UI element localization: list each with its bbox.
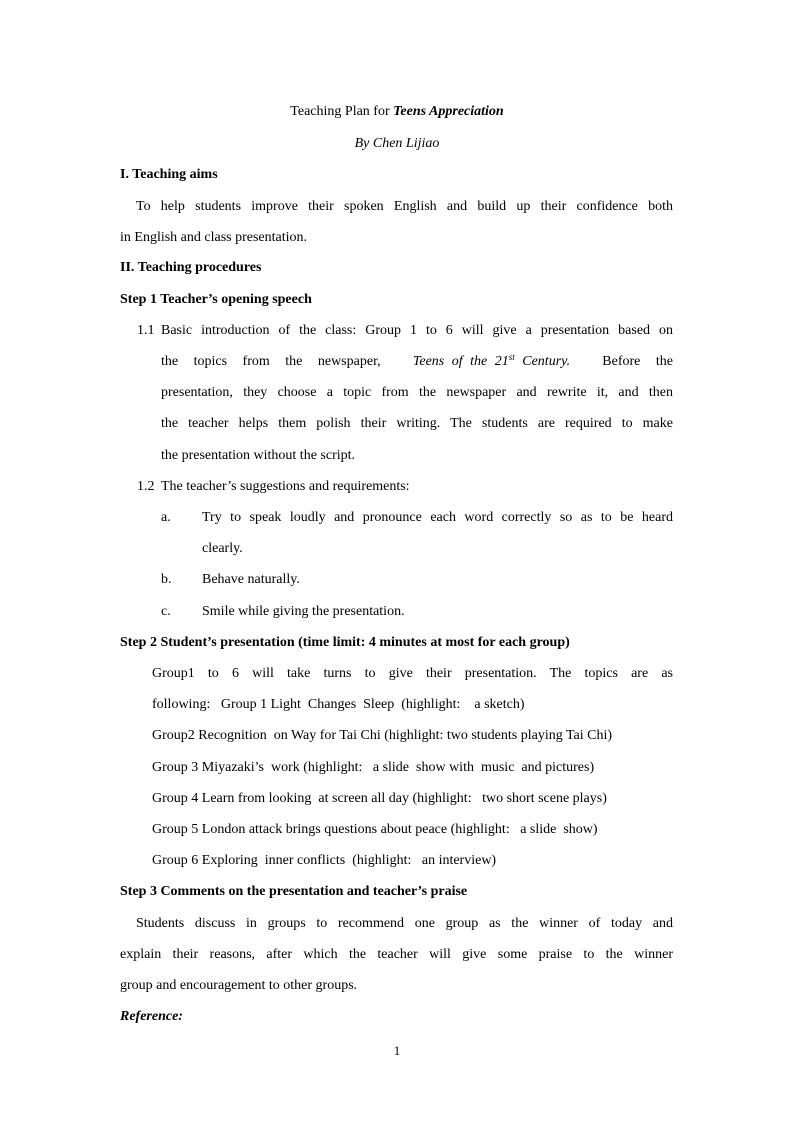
step3-heading: Step 3 Comments on the presentation and teacher’s praise <box>120 884 468 899</box>
step1-p1-line-4: the teacher helps them polish their writing. The students are required to make <box>161 416 673 431</box>
newspaper-title-part-a: Teens of the 21 <box>412 354 509 369</box>
group-2-topic: Group2 Recognition on Way for Tai Chi (highlight: two students playing Tai Chi) <box>152 728 613 743</box>
document-author: By Chen Lijiao <box>354 136 440 151</box>
reference-label: Reference: <box>120 1009 183 1024</box>
group-6-topic: Group 6 Exploring inner conflicts (highlight: an interview) <box>152 853 497 868</box>
section-heading-teaching-procedures: II. Teaching procedures <box>120 260 262 275</box>
step1-p1-line-2-pre: the topics from the newspaper, <box>161 354 381 369</box>
aims-paragraph-line-1: To help students improve their spoken English and build up their confidence both <box>136 199 673 214</box>
step2-heading: Step 2 Student’s presentation (time limit: 4 minutes at most for each group) <box>120 635 570 650</box>
list-item-a-line-1: Try to speak loudly and pronounce each word correctly so as to be heard <box>202 510 673 525</box>
step3-line-1: Students discuss in groups to recommend one group as the winner of today and <box>136 916 673 931</box>
group-5-topic: Group 5 London attack brings questions about peace (highlight: a slide show) <box>152 822 598 837</box>
title-emphasis: Teens Appreciation <box>393 104 504 119</box>
step2-intro-line-1: Group1 to 6 will take turns to give their presentation. The topics are as <box>152 666 673 681</box>
list-marker-c: c. <box>161 604 171 619</box>
group-3-topic: Group 3 Miyazaki’s work (highlight: a slide show with music and pictures) <box>152 760 595 775</box>
step3-line-2: explain their reasons, after which the teacher will give some praise to the winner <box>120 947 673 962</box>
step1-p2-text: The teacher’s suggestions and requirements: <box>161 479 410 494</box>
step1-p1-line-5: the presentation without the script. <box>161 448 356 463</box>
document-title <box>0 103 794 121</box>
step3-line-3: group and encouragement to other groups. <box>120 978 358 993</box>
group-4-topic: Group 4 Learn from looking at screen all day (highlight: two short scene plays) <box>152 791 607 806</box>
newspaper-title-sup: st <box>508 352 515 362</box>
newspaper-title-part-b: Century. <box>514 354 571 369</box>
section-heading-teaching-aims: I. Teaching aims <box>120 167 218 182</box>
page-number: 1 <box>393 1043 401 1058</box>
aims-paragraph-line-2: in English and class presentation. <box>120 230 308 245</box>
step1-p1-line-2-post: Before the <box>602 354 673 369</box>
title-prefix: Teaching Plan for <box>290 104 394 119</box>
step2-intro-line-2: following: Group 1 Light Changes Sleep (highlight: a sketch) <box>152 697 525 712</box>
list-item-b: Behave naturally. <box>202 572 300 587</box>
step1-item-number-1-2: 1.2 <box>137 479 155 494</box>
step1-p1-line-2 <box>161 353 673 371</box>
step1-p1-line-3: presentation, they choose a topic from the newspaper and rewrite it, and then <box>161 385 673 400</box>
list-marker-b: b. <box>161 572 172 587</box>
step1-heading: Step 1 Teacher’s opening speech <box>120 292 312 307</box>
list-marker-a: a. <box>161 510 171 525</box>
step1-item-number-1-1: 1.1 <box>137 323 155 338</box>
step1-p1-line-1: Basic introduction of the class: Group 1 to 6 will give a presentation based on <box>161 323 673 338</box>
newspaper-title <box>413 353 570 371</box>
list-item-c: Smile while giving the presentation. <box>202 604 405 619</box>
list-item-a-line-2: clearly. <box>202 541 243 556</box>
